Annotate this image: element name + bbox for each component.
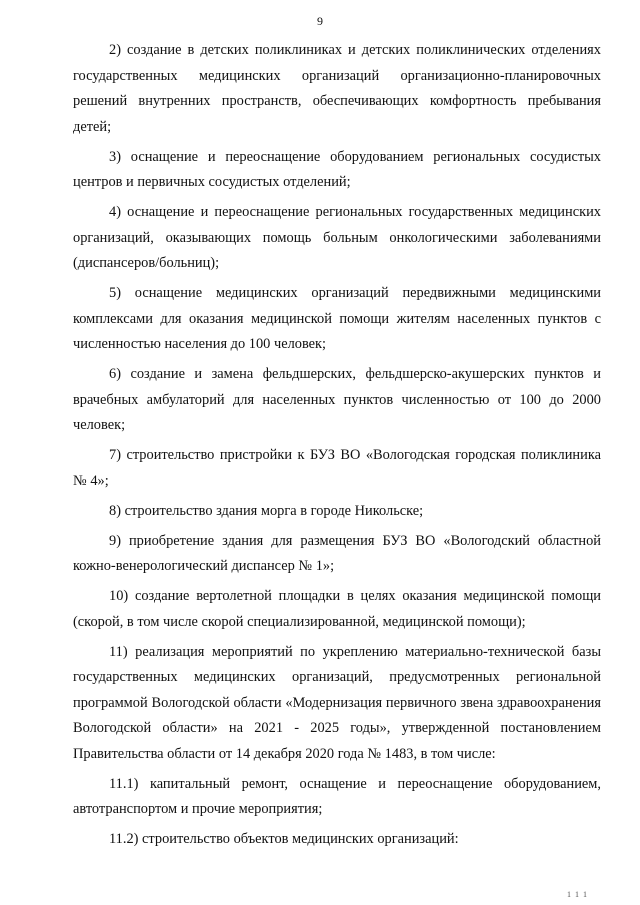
paragraph-item-9: 9) приобретение здания для размещения БУЗ ВО «Вологодский областной кожно-венерологический диспансер № 1»;: [73, 532, 601, 574]
paragraph-item-10: 10) создание вертолетной площадки в целях оказания медицинской помощи (скорой, в том числе скорой специализированной, медицинской помощи);: [73, 588, 601, 630]
paragraph-item-7: 7) строительство пристройки к БУЗ ВО «Вологодская городская поликлиника № 4»;: [73, 447, 601, 489]
paragraph-item-11-1: 11.1) капитальный ремонт, оснащение и переоснащение оборудованием, автотранспортом и прочие мероприятия;: [73, 775, 601, 817]
page-number: 9: [317, 14, 323, 28]
paragraph-item-4: 4) оснащение и переоснащение региональных государственных медицинских организаций, оказывающих помощь больным онкологическими заболеваниями (диспансеров/больниц);: [73, 204, 601, 271]
paragraph-item-2: 2) создание в детских поликлиниках и детских поликлинических отделениях государственных медицинских организаций организационно-планировочных решений внутренних пространств, обеспечивающих комфортность пребывания детей;: [73, 42, 601, 135]
paragraph-item-8: 8) строительство здания морга в городе Никольске;: [109, 502, 424, 519]
scan-corner-mark: 1 1 1: [567, 890, 588, 899]
document-body: [73, 38, 601, 857]
paragraph-item-11-2: 11.2) строительство объектов медицинских организаций:: [109, 831, 459, 847]
paragraph-item-11: 11) реализация мероприятий по укреплению материально-технической базы государственных медицинских организаций, предусмотренных региональной программой Вологодской области «Модернизация первичного звена здравоохранения Вологодской области» на 2021 - 2025 годы», утвержденной постановлением Правительства области от 14 декабря 2020 года № 1483, в том числе:: [73, 643, 601, 762]
paragraph-item-3: 3) оснащение и переоснащение оборудованием региональных сосудистых центров и первичных сосудистых отделений;: [73, 148, 601, 190]
paragraph-item-5: 5) оснащение медицинских организаций передвижными медицинскими комплексами для оказания медицинской помощи жителям населенных пунктов с численностью населения до 100 человек;: [73, 285, 601, 352]
paragraph-item-6: 6) создание и замена фельдшерских, фельдшерско-акушерских пунктов и врачебных амбулаторий для населенных пунктов численностью от 100 до 2000 человек;: [73, 366, 601, 433]
